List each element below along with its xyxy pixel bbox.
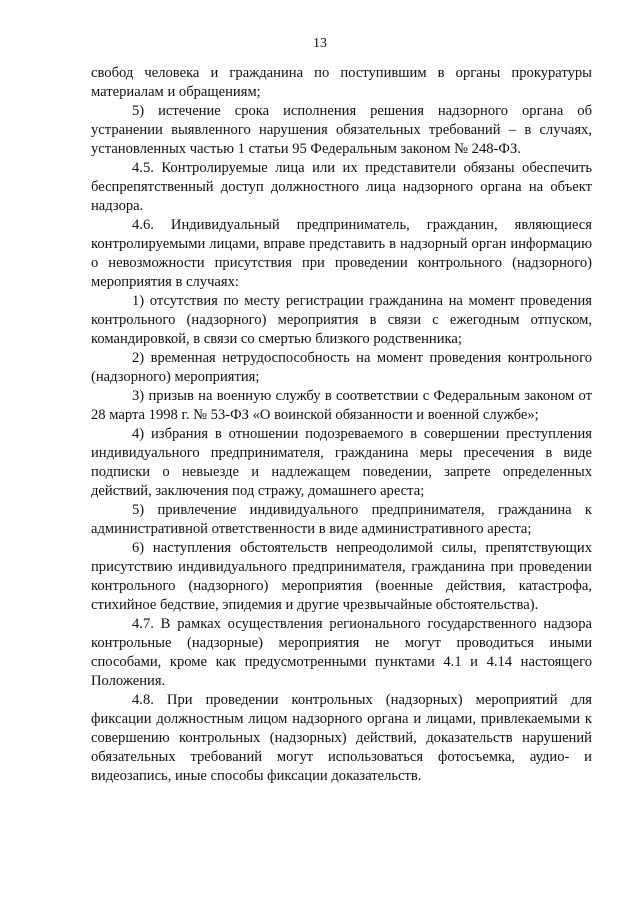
document-body: [91, 64, 592, 786]
page-number: 13: [313, 36, 327, 51]
list-item-3-military-service: 3) призыв на военную службу в соответствии с Федеральным законом от 28 марта 1998 г. № 53-ФЗ «О воинской обязанности и военной службе»;: [91, 388, 592, 423]
list-item-4-preventive-measure: 4) избрания в отношении подозреваемого в совершении преступления индивидуального предпринимателя, гражданина меры пресечения в виде подписки о невыезде и надлежащем поведении, запрете определенных действий, заключения под стражу, домашнего ареста;: [91, 426, 592, 499]
list-item-5-administrative-arrest: 5) привлечение индивидуального предпринимателя, гражданина к административной ответственности в виде административного ареста;: [91, 502, 592, 537]
paragraph-4-6: 4.6. Индивидуальный предприниматель, гражданин, являющиеся контролируемыми лицами, вправе представить в надзорный орган информацию о невозможности присутствия при проведении контрольного (надзорного) мероприятия в случаях:: [91, 217, 592, 290]
list-item-2-disability: 2) временная нетрудоспособность на момент проведения контрольного (надзорного) мероприятия;: [91, 350, 592, 385]
list-item-6-force-majeure: 6) наступления обстоятельств непреодолимой силы, препятствующих присутствию индивидуального предпринимателя, гражданина при проведении контрольного (надзорного) мероприятия (военные действия, катастрофа, стихийное бедствие, эпидемия и другие чрезвычайные обстоятельства).: [91, 540, 592, 613]
list-item-1-absence: 1) отсутствия по месту регистрации гражданина на момент проведения контрольного (надзорного) мероприятия в связи с ежегодным отпуском, командировкой, в связи со смертью близкого родственника;: [91, 293, 592, 347]
paragraph-continuation: свобод человека и гражданина по поступившим в органы прокуратуры материалам и обращениям;: [91, 65, 592, 100]
paragraph-4-7: 4.7. В рамках осуществления регионального государственного надзора контрольные (надзорные) мероприятия не могут проводиться иными способами, кроме как предусмотренными пунктами 4.1 и 4.14 настоящего Положения.: [91, 616, 592, 689]
paragraph-4-5: 4.5. Контролируемые лица или их представители обязаны обеспечить беспрепятственный доступ должностного лица надзорного органа на объект надзора.: [91, 160, 592, 214]
paragraph-4-8: 4.8. При проведении контрольных (надзорных) мероприятий для фиксации должностным лицом надзорного органа и лицами, привлекаемыми к совершению контрольных (надзорных) действий, доказательств нарушений обязательных требований могут использоваться фотосъемка, аудио- и видеозапись, иные способы фиксации доказательств.: [91, 692, 592, 784]
paragraph-item-5-deadline-expiry: 5) истечение срока исполнения решения надзорного органа об устранении выявленного нарушения обязательных требований – в случаях, установленных частью 1 статьи 95 Федеральным законом № 248-ФЗ.: [91, 103, 592, 157]
